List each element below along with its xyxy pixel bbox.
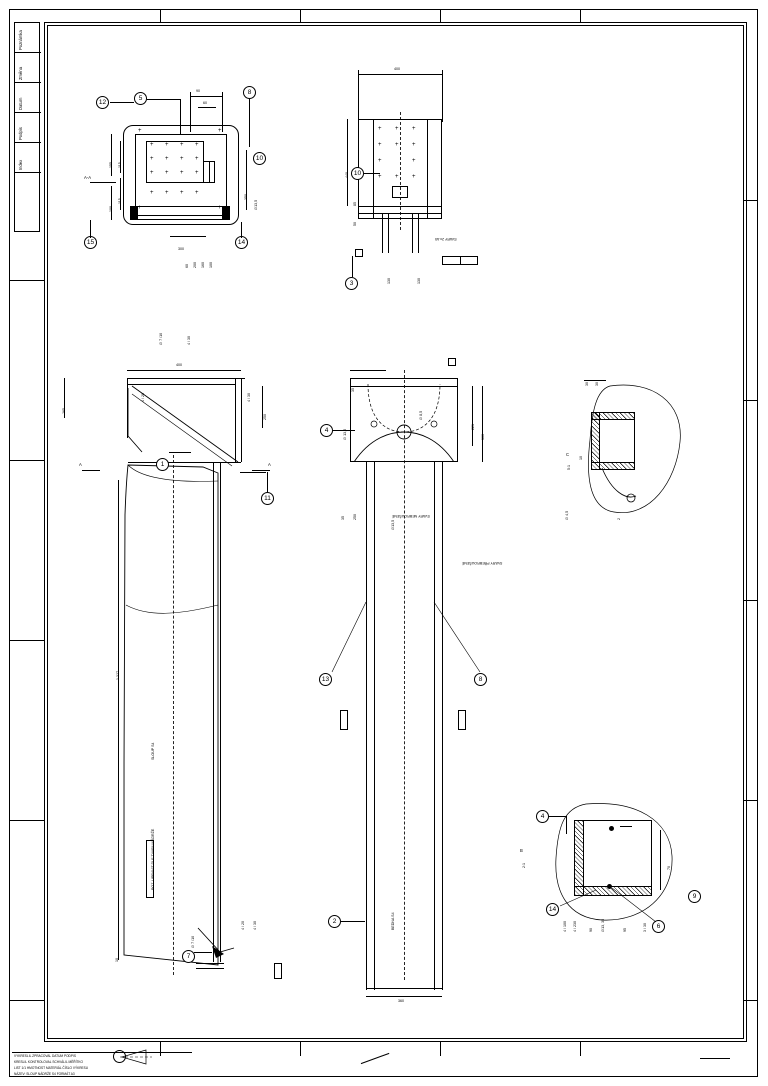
title-block: [12, 1052, 192, 1078]
weld-note: 4 / 230: [573, 921, 577, 932]
dimension-text: 85: [353, 202, 357, 206]
dimension-text: 265: [62, 408, 66, 414]
dimension-text: 30: [595, 382, 599, 386]
detail-c-scale: 5:1: [567, 465, 571, 470]
revision-row-label: Index: [18, 159, 23, 170]
leader-line: [180, 99, 181, 135]
bolt-cross: +: [218, 205, 222, 211]
balloon-callout[interactable]: 10: [253, 152, 266, 165]
dimension-text: 30: [585, 382, 589, 386]
bolt-cross: +: [180, 142, 184, 148]
weld-note: 4 / 20: [241, 921, 245, 930]
base-front-stem: [418, 213, 419, 253]
base-front-stem: [382, 213, 383, 253]
plate-corner-solid: [222, 206, 230, 220]
dimension-text: 10: [579, 456, 583, 460]
dimension-text: 100: [209, 262, 213, 268]
leader-line: [147, 99, 181, 100]
dimension-line: [472, 386, 473, 446]
dimension-text: 90: [196, 89, 200, 93]
bolt-cross: +: [195, 190, 199, 196]
revision-row-label: Datum: [18, 97, 23, 110]
dimension-text: 130: [387, 278, 391, 284]
base-front-plate-line: [358, 206, 442, 207]
bolt-cross: +: [180, 156, 184, 162]
balloon-callout[interactable]: 13: [319, 673, 332, 686]
base-front-web-line: [373, 119, 374, 219]
margin-tick: [440, 9, 441, 22]
balloon-callout[interactable]: 1: [156, 458, 169, 471]
title-block-line: VYKRESLIL ZPRACOVAL DATUM PODPIS: [14, 1054, 76, 1058]
base-front-stem: [388, 213, 389, 253]
dimension-text: 70: [667, 866, 671, 870]
bolt-cross: +: [378, 158, 382, 164]
detail-b-scale: 2:1: [522, 863, 526, 868]
leader-line-group: [612, 886, 662, 926]
leader-line: [110, 102, 134, 103]
balloon-callout[interactable]: 2: [328, 915, 341, 928]
note-text: ∅ 13,5: [343, 428, 347, 440]
bolt-cross: +: [138, 128, 142, 134]
base-front-stem: [412, 213, 413, 253]
weld-note: 4 / 30: [247, 393, 251, 402]
column-inner-edge: [220, 462, 221, 962]
balloon-callout[interactable]: 7: [182, 950, 195, 963]
dimension-text: 400: [394, 67, 400, 71]
dimension-line: [358, 74, 442, 75]
bolt-cross: +: [412, 158, 416, 164]
bolt-cross: +: [138, 205, 142, 211]
dimension-text: 440: [345, 172, 349, 178]
dimension-line: [246, 150, 247, 210]
detail-c-label: C: [566, 452, 570, 457]
shaft-left-edge: [366, 462, 367, 990]
dimension-text: 95: [623, 928, 627, 932]
dimension-text: 35: [351, 388, 355, 392]
detail-b-hole: [609, 826, 614, 831]
dimension-text: 300: [481, 434, 485, 440]
dimension-line: [347, 119, 348, 206]
dimension-line: [170, 236, 206, 237]
sheet-mark: [700, 1058, 730, 1059]
section-arrow-label: A: [79, 462, 82, 467]
bolt-cross: +: [180, 190, 184, 196]
dimension-line: [111, 186, 112, 220]
note-text: BEDNA S4: [391, 912, 395, 930]
margin-tick: [9, 640, 44, 641]
dimension-line: [120, 178, 121, 210]
balloon-callout[interactable]: 15: [84, 236, 97, 249]
note-text: ∅13, 35: [601, 918, 605, 932]
section-arrow-line: [252, 470, 270, 471]
margin-tick: [9, 1000, 44, 1001]
bolt-cross: +: [412, 126, 416, 132]
dimension-text: 1 327: [116, 671, 120, 680]
leader-line: [566, 816, 567, 834]
balloon-callout[interactable]: 3: [345, 277, 358, 290]
dimension-line: [482, 386, 483, 462]
dimension-text: 350: [244, 194, 248, 200]
dimension-text: 35: [341, 516, 345, 520]
dimension-text: 130: [417, 278, 421, 284]
title-block-rule: [12, 1052, 192, 1053]
note-box: [146, 840, 154, 898]
weld-note: 4 / 20: [141, 393, 145, 402]
bolt-cross: +: [165, 156, 169, 162]
balloon-callout[interactable]: 4: [536, 810, 549, 823]
shaft-mark-box: [458, 710, 466, 730]
section-arrow-label: A: [268, 462, 271, 467]
margin-tick: [580, 9, 581, 22]
dimension-line: [190, 96, 222, 97]
foot-base-line: [196, 963, 224, 964]
revision-row-label: Poznámka: [18, 30, 23, 50]
shaft-inner-line: [374, 462, 375, 990]
margin-tick: [9, 460, 44, 461]
note-text: SVARY 2x A5: [435, 237, 457, 241]
plate-lug-centerline: [209, 161, 210, 183]
leader-line: [267, 472, 268, 492]
dimension-text: 2: [617, 518, 621, 520]
dimension-line: [350, 370, 386, 371]
base-front-slot: [392, 186, 408, 198]
dimension-text: 100: [109, 206, 113, 212]
bolt-cross: +: [395, 126, 399, 132]
column-centerline: [173, 455, 174, 975]
bolt-cross: +: [165, 142, 169, 148]
leader-line: [240, 472, 266, 473]
detail-c-curve: [600, 466, 640, 516]
title-block-line: NÁZEV: SLOUP NÁDRŽE S4 FORMÁT A3: [14, 1072, 75, 1076]
leader-line: [169, 452, 191, 453]
weld-note: 4 / 30: [253, 921, 257, 930]
shaft-inner-line: [434, 462, 435, 990]
bolt-cross: +: [195, 156, 199, 162]
note-text: SVARY PŘEBROUŠENÉ: [462, 561, 503, 565]
bolt-cross: +: [165, 170, 169, 176]
bolt-cross: +: [378, 174, 382, 180]
bolt-cross: +: [150, 156, 154, 162]
leader-line-group: [556, 888, 616, 914]
margin-tick: [744, 400, 758, 401]
dimension-line: [262, 386, 263, 428]
margin-tick: [744, 800, 758, 801]
dimension-text: 60: [185, 264, 189, 268]
section-arrow-line: [82, 470, 100, 471]
projection-symbol: [120, 1048, 154, 1066]
bolt-cross: +: [195, 142, 199, 148]
dimension-text: 160: [201, 262, 205, 268]
balloon-callout[interactable]: 10: [351, 167, 364, 180]
bolt-cross: +: [218, 128, 222, 134]
bolt-cross: +: [165, 190, 169, 196]
dimension-text: 115: [118, 162, 122, 168]
leader-line: [249, 99, 250, 147]
leader-line: [549, 816, 567, 817]
margin-tick: [9, 820, 44, 821]
note-text: ∅13,5: [254, 199, 258, 210]
plate-corner-solid: [130, 206, 138, 220]
balloon-callout[interactable]: 8: [243, 86, 256, 99]
note-text: POZ. UPRAVIT DLE TVARU NÁDRŽE: [151, 828, 155, 890]
revision-row: [15, 53, 41, 83]
weld-note: 4 / 100: [563, 921, 567, 932]
dimension-line: [584, 380, 606, 381]
bolt-cross: +: [378, 126, 382, 132]
bolt-cross: +: [378, 142, 382, 148]
balloon-callout[interactable]: 8: [474, 673, 487, 686]
leader-line: [90, 220, 91, 238]
detail-b-label: B: [520, 848, 523, 853]
dimension-line: [111, 134, 112, 176]
margin-tick: [300, 9, 301, 22]
leader-line: [333, 430, 355, 431]
dimension-text: 300: [178, 247, 184, 251]
dimension-line: [198, 107, 216, 108]
detail-marker-box: [448, 358, 456, 366]
detail-b-section: [574, 820, 652, 896]
detail-marker-box: [355, 249, 363, 257]
leader-line: [241, 222, 242, 238]
shaft-right-edge: [442, 462, 443, 990]
leader-line-group: [428, 600, 488, 680]
dimension-text: 155: [109, 162, 113, 168]
column-front-centerline: [404, 370, 405, 980]
leader-line: [194, 952, 212, 953]
revision-row: [15, 83, 41, 113]
margin-tick: [744, 600, 758, 601]
note-text: SLOUP S4: [151, 742, 155, 760]
leader-line: [364, 173, 380, 174]
dimension-line: [660, 830, 661, 890]
weld-symbol-divider: [460, 256, 461, 265]
margin-tick: [300, 1042, 301, 1056]
surface-finish-box: [274, 963, 282, 979]
bolt-cross: +: [395, 142, 399, 148]
title-block-line: LIST 1/1 HMOTNOST MATERIÁL ČÍSLO VÝKRESU: [14, 1066, 89, 1070]
note-text: ∅ 4,5: [565, 510, 569, 520]
dimension-text: 115: [118, 198, 122, 204]
bolt-cross: +: [195, 170, 199, 176]
dimension-line: [118, 480, 119, 960]
dimension-text: 50: [353, 222, 357, 226]
base-front-plate-line: [358, 213, 442, 214]
shaft-mark-box: [340, 710, 348, 730]
note-text: 4 / 30: [187, 336, 191, 345]
margin-tick: [9, 280, 44, 281]
balloon-callout[interactable]: 9: [688, 890, 701, 903]
base-plate-bottom-band: [130, 206, 230, 220]
column-inner-edge: [213, 462, 214, 962]
bolt-cross: +: [150, 190, 154, 196]
margin-tick: [440, 1042, 441, 1056]
extension-line: [222, 92, 223, 132]
leader-line: [352, 256, 353, 277]
balloon-callout[interactable]: 4: [320, 424, 333, 437]
dimension-text: 200: [193, 262, 197, 268]
detail-b-line: [620, 826, 632, 827]
revision-row: [15, 113, 41, 143]
note-text: ∅ 7 /10: [191, 935, 195, 948]
balloon-callout[interactable]: 5: [134, 92, 147, 105]
dimension-text: 10: [115, 958, 119, 962]
dimension-text: 250: [353, 514, 357, 520]
balloon-callout[interactable]: 12: [96, 96, 109, 109]
bolt-cross: +: [150, 170, 154, 176]
note-text: ∅ 7 /10: [159, 332, 163, 345]
balloon-callout[interactable]: 6: [652, 920, 665, 933]
revision-row-label: Změna: [18, 66, 23, 80]
dimension-line: [120, 141, 121, 173]
revision-row: [15, 143, 41, 173]
detail-b-hatched-web: [574, 820, 584, 896]
leader-line: [341, 921, 365, 922]
extension-line: [190, 92, 191, 132]
dimension-text: 221: [471, 424, 475, 430]
dimension-text: 250: [263, 414, 267, 420]
margin-tick: [160, 9, 161, 22]
bolt-cross: +: [150, 142, 154, 148]
balloon-callout[interactable]: 14: [546, 903, 559, 916]
dimension-line: [127, 370, 241, 371]
note-text: ∅ 8,5: [419, 410, 423, 420]
weld-note: 3 / 30: [643, 923, 647, 932]
section-line: [90, 182, 116, 183]
note-text: ∅13,5: [391, 519, 395, 530]
revision-strip: [14, 22, 40, 232]
base-front-web-line: [427, 119, 428, 219]
dimension-text: 90: [589, 928, 593, 932]
dimension-text: 360: [398, 999, 404, 1003]
bolt-cross: +: [412, 142, 416, 148]
margin-tick: [744, 200, 758, 201]
bolt-cross: +: [180, 170, 184, 176]
title-block-line: KRESLIL KONTROLOVAL SCHVÁLIL MĚŘÍTKO: [14, 1060, 84, 1064]
revision-row: [15, 23, 41, 53]
balloon-callout[interactable]: 11: [261, 492, 274, 505]
foot-base-line: [196, 968, 224, 969]
dimension-text: 400: [176, 363, 182, 367]
dimension-line: [366, 996, 442, 997]
margin-tick: [744, 1000, 758, 1001]
shaft-bottom-line: [366, 988, 442, 989]
section-label-a: A-A: [84, 175, 91, 180]
extension-line: [442, 70, 443, 122]
note-text: SVARY NEBROUŠENÉ: [392, 514, 430, 518]
bolt-cross: +: [395, 174, 399, 180]
leader-line-group: [322, 600, 382, 680]
extension-line: [358, 70, 359, 122]
margin-tick: [580, 1042, 581, 1056]
revision-row-label: Podpis: [18, 127, 23, 140]
bolt-cross: +: [412, 174, 416, 180]
balloon-callout[interactable]: 14: [235, 236, 248, 249]
dimension-text: 60: [203, 101, 207, 105]
